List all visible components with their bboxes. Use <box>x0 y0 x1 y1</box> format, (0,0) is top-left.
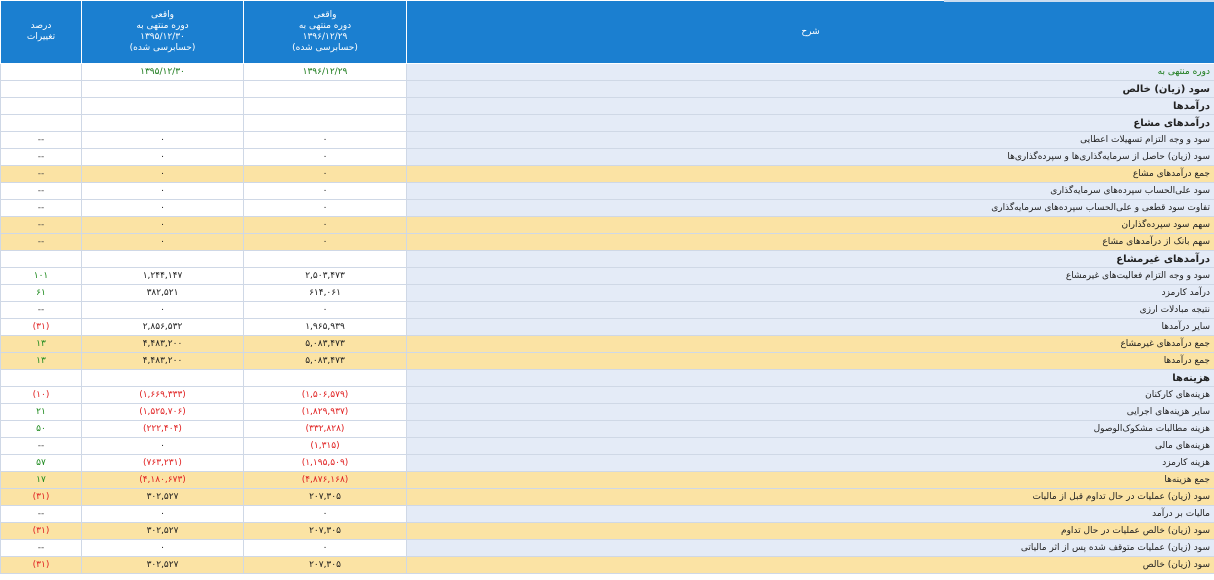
description-cell: سایر هزینه‌های اجرایی <box>407 404 1214 421</box>
change-percent-cell: (۱۰) <box>1 387 82 404</box>
change-percent-cell <box>1 64 82 81</box>
table-row <box>1 251 1214 268</box>
value-1396-cell: (۱,۳۱۵) <box>244 438 407 455</box>
value-1396-cell: ۶۱۴,۰۶۱ <box>244 285 407 302</box>
change-percent-cell: ۶۱ <box>1 285 82 302</box>
value-1395-cell <box>82 115 244 132</box>
value-1395-cell: ۴,۴۸۳,۲۰۰ <box>82 353 244 370</box>
top-accent-strip <box>944 0 1214 2</box>
value-1396-cell: ۰ <box>244 166 407 183</box>
change-percent-cell: (۳۱) <box>1 489 82 506</box>
value-1396-cell: ۱,۹۶۵,۹۳۹ <box>244 319 407 336</box>
table-row <box>1 132 1214 149</box>
value-1395-cell <box>82 81 244 98</box>
description-cell: سایر درآمدها <box>407 319 1214 336</box>
change-percent-cell: -- <box>1 302 82 319</box>
value-1395-cell: ۳۰۲,۵۲۷ <box>82 489 244 506</box>
description-cell: جمع درآمدهای مشاع <box>407 166 1214 183</box>
description-cell: سهم سود سپرده‌گذاران <box>407 217 1214 234</box>
table-row <box>1 149 1214 166</box>
change-percent-cell <box>1 98 82 115</box>
value-1396-cell: ۲۰۷,۳۰۵ <box>244 557 407 574</box>
value-1396-cell <box>244 251 407 268</box>
value-1395-cell: ۰ <box>82 200 244 217</box>
table-row <box>1 523 1214 540</box>
value-1396-cell: ۲,۵۰۳,۴۷۳ <box>244 268 407 285</box>
table-row <box>1 268 1214 285</box>
value-1396-cell: ۲۰۷,۳۰۵ <box>244 489 407 506</box>
description-cell: هزینه‌ها <box>407 370 1214 387</box>
table-row <box>1 319 1214 336</box>
description-cell: نتیجه مبادلات ارزی <box>407 302 1214 319</box>
table-row <box>1 166 1214 183</box>
value-1395-cell: (۷۶۳,۲۳۱) <box>82 455 244 472</box>
description-cell: سود و وجه التزام تسهیلات اعطایی <box>407 132 1214 149</box>
change-percent-cell: -- <box>1 438 82 455</box>
table-row <box>1 455 1214 472</box>
value-1395-cell: ۰ <box>82 183 244 200</box>
table-row <box>1 404 1214 421</box>
description-cell: سود علی‌الحساب سپرده‌های سرمایه‌گذاری <box>407 183 1214 200</box>
table-header-row <box>1 1 1214 64</box>
table-row <box>1 370 1214 387</box>
table-row <box>1 353 1214 370</box>
table-row <box>1 336 1214 353</box>
value-1395-cell <box>82 98 244 115</box>
table-row <box>1 438 1214 455</box>
table-row <box>1 183 1214 200</box>
change-percent-cell: -- <box>1 132 82 149</box>
value-1396-cell: ۰ <box>244 234 407 251</box>
value-1396-cell: ۲۰۷,۳۰۵ <box>244 523 407 540</box>
change-percent-cell <box>1 370 82 387</box>
description-cell: سود (زیان) حاصل از سرمایه‌گذاری‌ها و سپرده‌گذاری‌ها <box>407 149 1214 166</box>
value-1396-cell <box>244 98 407 115</box>
period-1396-header[interactable]: واقعی دوره منتهی به ۱۳۹۶/۱۲/۲۹ (حسابرسی شده) <box>244 1 407 64</box>
value-1396-cell: (۱,۸۲۹,۹۳۷) <box>244 404 407 421</box>
value-1396-cell: ۰ <box>244 506 407 523</box>
value-1396-cell: ۰ <box>244 132 407 149</box>
value-1395-cell: ۰ <box>82 132 244 149</box>
table-row <box>1 472 1214 489</box>
change-percent-cell: -- <box>1 166 82 183</box>
value-1396-cell: ۰ <box>244 217 407 234</box>
value-1396-cell: ۰ <box>244 540 407 557</box>
description-cell: هزینه‌های مالی <box>407 438 1214 455</box>
value-1396-cell: (۳۳۲,۸۲۸) <box>244 421 407 438</box>
description-cell: درآمد کارمزد <box>407 285 1214 302</box>
value-1396-cell <box>244 81 407 98</box>
table-row <box>1 234 1214 251</box>
description-cell: سهم بانک از درآمدهای مشاع <box>407 234 1214 251</box>
table-row <box>1 64 1214 81</box>
change-percent-cell <box>1 81 82 98</box>
table-row <box>1 302 1214 319</box>
change-percent-header[interactable]: درصد تغییرات <box>1 1 82 64</box>
description-cell: سود و وجه التزام فعالیت‌های غیرمشاع <box>407 268 1214 285</box>
value-1395-cell: ۳۰۲,۵۲۷ <box>82 557 244 574</box>
value-1395-cell: ۰ <box>82 540 244 557</box>
period-1395-header[interactable]: واقعی دوره منتهی به ۱۳۹۵/۱۲/۳۰ (حسابرسی شده) <box>82 1 244 64</box>
value-1395-cell: (۱,۶۶۹,۳۳۳) <box>82 387 244 404</box>
value-1395-cell: ۰ <box>82 166 244 183</box>
change-percent-cell: ۱۳ <box>1 353 82 370</box>
table-row <box>1 489 1214 506</box>
change-percent-cell: -- <box>1 217 82 234</box>
table-row <box>1 115 1214 132</box>
value-1396-cell: (۱,۵۰۶,۵۷۹) <box>244 387 407 404</box>
change-percent-cell: (۳۱) <box>1 557 82 574</box>
table-row <box>1 557 1214 574</box>
table-body <box>1 64 1214 574</box>
description-cell: هزینه کارمزد <box>407 455 1214 472</box>
change-percent-cell <box>1 115 82 132</box>
table-row <box>1 540 1214 557</box>
change-percent-cell: -- <box>1 149 82 166</box>
change-percent-cell: -- <box>1 234 82 251</box>
table-row <box>1 421 1214 438</box>
table-row <box>1 217 1214 234</box>
description-cell: تفاوت سود قطعی و علی‌الحساب سپرده‌های سرمایه‌گذاری <box>407 200 1214 217</box>
table-row <box>1 285 1214 302</box>
description-cell: هزینه مطالبات مشکوک‌الوصول <box>407 421 1214 438</box>
change-percent-cell: ۱۰۱ <box>1 268 82 285</box>
description-cell: مالیات بر درآمد <box>407 506 1214 523</box>
change-percent-cell: ۵۰ <box>1 421 82 438</box>
change-percent-cell: ۵۷ <box>1 455 82 472</box>
value-1395-cell <box>82 370 244 387</box>
value-1395-cell: (۴,۱۸۰,۶۷۳) <box>82 472 244 489</box>
change-percent-cell: (۳۱) <box>1 319 82 336</box>
value-1396-cell: ۰ <box>244 302 407 319</box>
change-percent-cell: -- <box>1 200 82 217</box>
change-percent-cell: -- <box>1 183 82 200</box>
description-cell: جمع درآمدهای غیرمشاع <box>407 336 1214 353</box>
description-cell: دوره منتهی به <box>407 64 1214 81</box>
value-1395-cell: (۱,۵۲۵,۷۰۶) <box>82 404 244 421</box>
value-1395-cell: ۳۰۲,۵۲۷ <box>82 523 244 540</box>
table-row <box>1 387 1214 404</box>
change-percent-cell <box>1 251 82 268</box>
value-1396-cell: (۱,۱۹۵,۵۰۹) <box>244 455 407 472</box>
description-cell: هزینه‌های کارکنان <box>407 387 1214 404</box>
description-cell: درآمدهای غیرمشاع <box>407 251 1214 268</box>
value-1395-cell: ۰ <box>82 506 244 523</box>
value-1396-cell: ۵,۰۸۳,۴۷۳ <box>244 336 407 353</box>
table-row <box>1 98 1214 115</box>
description-cell: سود (زیان) خالص عملیات در حال تداوم <box>407 523 1214 540</box>
value-1395-cell: ۱۳۹۵/۱۲/۳۰ <box>82 64 244 81</box>
description-cell: جمع هزینه‌ها <box>407 472 1214 489</box>
value-1396-cell <box>244 115 407 132</box>
value-1395-cell: ۱,۲۴۴,۱۴۷ <box>82 268 244 285</box>
table-row <box>1 200 1214 217</box>
change-percent-cell: ۲۱ <box>1 404 82 421</box>
description-header[interactable]: شرح <box>407 1 1214 64</box>
change-percent-cell: -- <box>1 540 82 557</box>
description-cell: سود (زیان) خالص <box>407 81 1214 98</box>
description-cell: درآمدهای مشاع <box>407 115 1214 132</box>
table-row <box>1 81 1214 98</box>
value-1395-cell: ۲,۸۵۶,۵۳۲ <box>82 319 244 336</box>
description-cell: سود (زیان) عملیات متوقف شده پس از اثر مالیاتی <box>407 540 1214 557</box>
value-1395-cell: (۲۲۲,۴۰۴) <box>82 421 244 438</box>
value-1396-cell: (۴,۸۷۶,۱۶۸) <box>244 472 407 489</box>
change-percent-cell: ۱۷ <box>1 472 82 489</box>
value-1395-cell: ۴,۴۸۳,۲۰۰ <box>82 336 244 353</box>
change-percent-cell: (۳۱) <box>1 523 82 540</box>
description-cell: درآمدها <box>407 98 1214 115</box>
change-percent-cell: ۱۳ <box>1 336 82 353</box>
value-1395-cell: ۰ <box>82 217 244 234</box>
value-1396-cell: ۰ <box>244 183 407 200</box>
value-1395-cell: ۰ <box>82 149 244 166</box>
value-1395-cell: ۳۸۲,۵۲۱ <box>82 285 244 302</box>
value-1395-cell: ۰ <box>82 234 244 251</box>
description-cell: سود (زیان) عملیات در حال تداوم قبل از مالیات <box>407 489 1214 506</box>
table-row <box>1 506 1214 523</box>
value-1395-cell <box>82 251 244 268</box>
change-percent-cell: -- <box>1 506 82 523</box>
description-cell: سود (زیان) خالص <box>407 557 1214 574</box>
value-1396-cell: ۱۳۹۶/۱۲/۲۹ <box>244 64 407 81</box>
value-1396-cell: ۰ <box>244 200 407 217</box>
value-1396-cell <box>244 370 407 387</box>
description-cell: جمع درآمدها <box>407 353 1214 370</box>
value-1396-cell: ۰ <box>244 149 407 166</box>
value-1395-cell: ۰ <box>82 438 244 455</box>
value-1395-cell: ۰ <box>82 302 244 319</box>
value-1396-cell: ۵,۰۸۳,۴۷۳ <box>244 353 407 370</box>
